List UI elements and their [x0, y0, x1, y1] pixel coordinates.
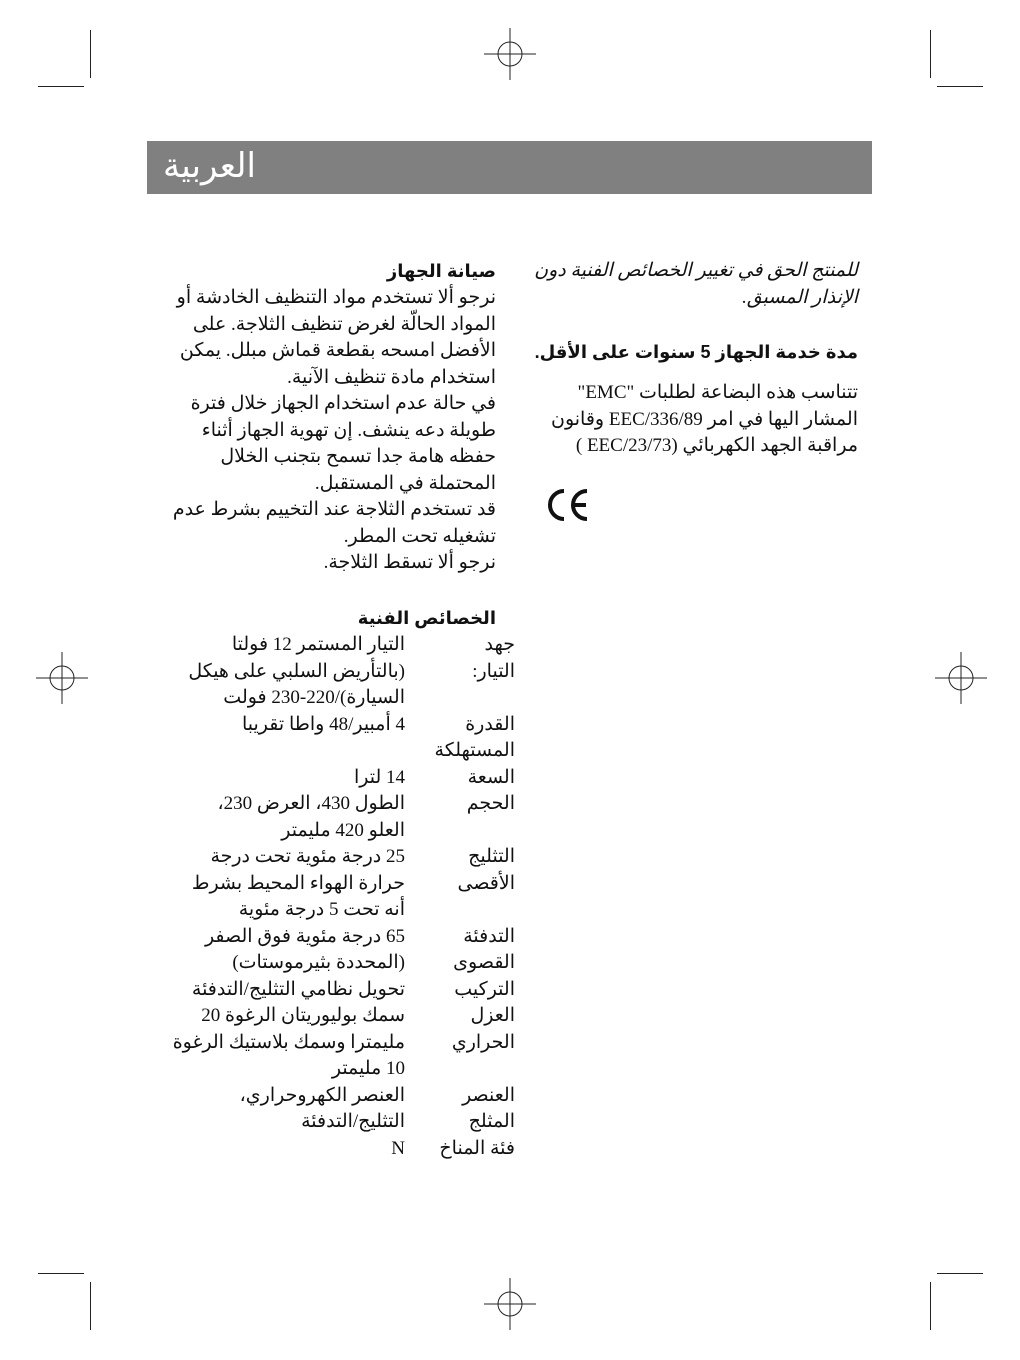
- spec-label: العزل الحراري: [451, 1005, 515, 1053]
- spec-label: العنصر المثلج: [462, 1084, 515, 1132]
- spec-label: التدفئة القصوى: [453, 925, 515, 973]
- maintenance-paragraph: في حالة عدم استخدام الجهاز خلال فترة طويلة دعه ينشف. إن تهوية الجهاز أثناء حفظه هامة جدا تسمح بتجنب الخلال المحتملة في المستقبل.: [190, 393, 496, 494]
- spec-label: جهد التيار:: [472, 634, 515, 682]
- spec-label: السعة: [467, 766, 515, 788]
- compliance-text: تتناسب هذه البضاعة لطلبات "EMC" المشار اليها في امر EEC/336/89 وقانون مراقبة الجهد الكهربائي (EEC/23/73 ): [551, 382, 858, 456]
- crop-mark: [90, 1282, 91, 1330]
- ce-mark-icon: [545, 485, 591, 525]
- spec-row: [150, 844, 515, 924]
- crop-mark: [930, 30, 931, 78]
- registration-mark-icon: [935, 652, 987, 704]
- spec-value: العنصر الكهروحراري، التثليج/التدفئة: [239, 1084, 405, 1132]
- spec-row: [150, 712, 515, 765]
- spec-row: [150, 1136, 515, 1163]
- notice-column: [525, 258, 858, 460]
- crop-mark: [937, 86, 983, 87]
- spec-label: التركيب: [454, 978, 515, 1000]
- spec-value: الطول 430، العرض 230، العلو 420 مليمتر: [217, 793, 405, 841]
- spec-value: N: [391, 1137, 405, 1159]
- maintenance-paragraph: نرجو ألا تستخدم مواد التنظيف الخادشة أو المواد الحالّة لغرض تنظيف الثلاجة. على الأفضل امسحه بقطعة قماش مبلل. يمكن استخدام مادة تنظيف الآنية.: [176, 287, 496, 388]
- maintenance-section: [150, 258, 496, 650]
- crop-mark: [90, 30, 91, 78]
- maintenance-paragraph: نرجو ألا تسقط الثلاجة.: [323, 552, 496, 573]
- specs-heading: الخصائص الفنية: [357, 607, 496, 628]
- maintenance-heading: صيانة الجهاز: [386, 261, 496, 281]
- spec-row: [150, 1003, 515, 1083]
- spec-label: القدرة المستهلكة: [434, 713, 515, 761]
- spec-row: [150, 765, 515, 792]
- spec-value: 4 أمبير/48 واطا تقريبا: [242, 713, 405, 735]
- spec-label: التثليج الأقصى: [457, 846, 515, 894]
- crop-mark: [930, 1282, 931, 1330]
- spec-label: الحجم: [466, 793, 515, 814]
- spec-change-notice: للمنتج الحق في تغيير الخصائص الفنية دون الإنذار المسبق.: [534, 260, 858, 308]
- spec-value: 65 درجة مئوية فوق الصفر (المحددة بثيرموستات): [204, 925, 405, 973]
- spec-value: سمك بوليوريتان الرغوة 20 مليمترا وسمك بلاستيك الرغوة 10 مليمتر: [172, 1005, 405, 1079]
- page-title: العربية: [163, 146, 256, 186]
- language-header-bar: [147, 141, 872, 194]
- crop-mark: [38, 1273, 84, 1274]
- crop-mark: [937, 1273, 983, 1274]
- spec-value: 14 لترا: [353, 766, 405, 788]
- spec-row: [150, 1083, 515, 1136]
- specs-table: [150, 632, 515, 1162]
- spec-row: [150, 977, 515, 1004]
- crop-mark: [38, 86, 84, 87]
- spec-row: [150, 632, 515, 712]
- service-life-heading: مدة خدمة الجهاز 5 سنوات على الأقل.: [534, 342, 858, 362]
- spec-row: [150, 924, 515, 977]
- spec-value: تحويل نظامي التثليج/التدفئة: [191, 978, 405, 1000]
- spec-value: 25 درجة مئوية تحت درجة حرارة الهواء المحيط بشرط أنه تحت 5 درجة مئوية: [191, 846, 405, 920]
- spec-value: التيار المستمر 12 فولتا (بالتأريض السلبي على هيكل السيارة)/220-230 فولت: [188, 634, 405, 708]
- spec-row: [150, 791, 515, 844]
- registration-mark-icon: [36, 652, 88, 704]
- maintenance-paragraph: قد تستخدم الثلاجة عند التخييم بشرط عدم تشغيله تحت المطر.: [172, 499, 496, 547]
- registration-mark-icon: [484, 1278, 536, 1330]
- registration-mark-icon: [484, 28, 536, 80]
- spec-label: فئة المناخ: [439, 1137, 515, 1159]
